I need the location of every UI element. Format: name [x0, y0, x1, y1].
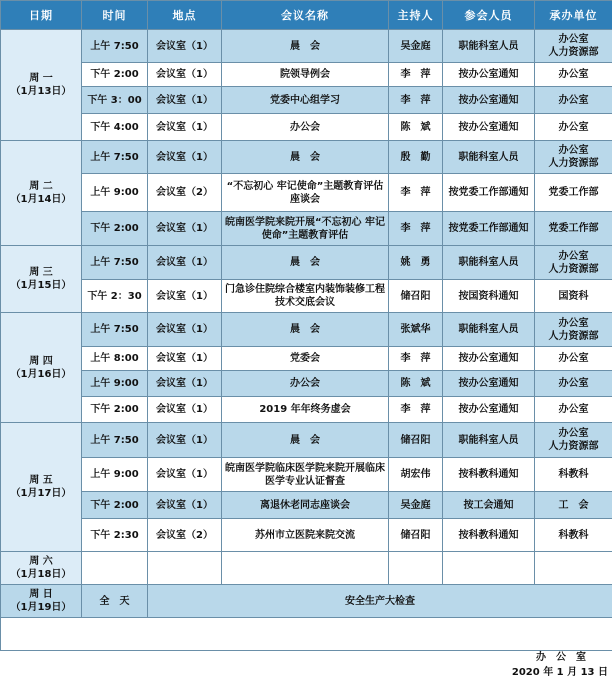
cell-organizer: 办公室: [535, 63, 612, 87]
table-row: [1, 585, 612, 618]
empty-cell: [535, 552, 612, 585]
cell-meeting-name: 办公会: [222, 114, 389, 141]
header-attendees: 参会人员: [443, 1, 535, 30]
cell-time: 下午 3：00: [82, 87, 148, 114]
cell-organizer: 党委工作部: [535, 212, 612, 246]
cell-location: 会议室（1）: [148, 280, 222, 313]
cell-meeting-name: 院领导例会: [222, 63, 389, 87]
cell-meeting-name: 晨 会: [222, 423, 389, 458]
cell-location: 会议室（2）: [148, 174, 222, 212]
cell-host: 储召阳: [389, 280, 443, 313]
day-date: （1月14日）: [3, 193, 79, 206]
cell-time: 上午 9:00: [82, 458, 148, 492]
cell-organizer: 科教科: [535, 458, 612, 492]
cell-attendees: 按工会通知: [443, 492, 535, 519]
cell-attendees: 按办公室通知: [443, 87, 535, 114]
day-cell: [1, 423, 82, 552]
cell-meeting-name: 晨 会: [222, 246, 389, 280]
cell-location: 会议室（1）: [148, 347, 222, 371]
cell-location: 会议室（1）: [148, 30, 222, 63]
cell-attendees: 按办公室通知: [443, 347, 535, 371]
footer-cell: [1, 618, 612, 651]
day-label: 周 四: [3, 355, 79, 368]
cell-time: 上午 7:50: [82, 313, 148, 347]
cell-time: 下午 2:00: [82, 212, 148, 246]
cell-event: 安全生产大检查: [148, 585, 612, 618]
cell-organizer: 办公室 人力资源部: [535, 246, 612, 280]
empty-cell: [389, 552, 443, 585]
footer-date: 2020 年 1 月 13 日: [512, 663, 608, 678]
day-cell: [1, 246, 82, 313]
cell-attendees: 按办公室通知: [443, 63, 535, 87]
day-date: （1月19日）: [3, 601, 79, 614]
cell-organizer: 国资科: [535, 280, 612, 313]
cell-location: 会议室（1）: [148, 114, 222, 141]
table-row: [1, 114, 612, 141]
day-label: 周 六: [3, 555, 79, 568]
cell-location: 会议室（1）: [148, 371, 222, 397]
cell-time: 下午 2：30: [82, 280, 148, 313]
cell-host: 殷 勤: [389, 141, 443, 174]
table-row: [1, 313, 612, 347]
cell-attendees: 按党委工作部通知: [443, 174, 535, 212]
cell-meeting-name: 晨 会: [222, 313, 389, 347]
cell-meeting-name: 门急诊住院综合楼室内装饰装修工程技术交底会议: [222, 280, 389, 313]
day-cell: [1, 141, 82, 246]
day-label: 周 五: [3, 474, 79, 487]
cell-location: 会议室（1）: [148, 492, 222, 519]
table-row: [1, 246, 612, 280]
header-time: 时间: [82, 1, 148, 30]
table-row: [1, 141, 612, 174]
cell-host: 吴金庭: [389, 30, 443, 63]
day-label: 周 二: [3, 180, 79, 193]
cell-time: 下午 2:00: [82, 397, 148, 423]
day-label: 周 一: [3, 72, 79, 85]
cell-location: 会议室（1）: [148, 458, 222, 492]
table-row: [1, 458, 612, 492]
cell-attendees: 按科教科通知: [443, 458, 535, 492]
cell-location: 会议室（1）: [148, 141, 222, 174]
table-row: [1, 87, 612, 114]
day-cell: [1, 552, 82, 585]
table-row: [1, 552, 612, 585]
footer-row: [1, 618, 612, 651]
cell-organizer: 党委工作部: [535, 174, 612, 212]
cell-meeting-name: 苏州市立医院来院交流: [222, 519, 389, 552]
cell-meeting-name: 党委中心组学习: [222, 87, 389, 114]
day-cell: [1, 585, 82, 618]
cell-time: 上午 9:00: [82, 371, 148, 397]
cell-organizer: 办公室 人力资源部: [535, 30, 612, 63]
cell-meeting-name: 党委会: [222, 347, 389, 371]
cell-location: 会议室（1）: [148, 87, 222, 114]
cell-time: 下午 2:00: [82, 492, 148, 519]
cell-location: 会议室（2）: [148, 519, 222, 552]
cell-time: 下午 4:00: [82, 114, 148, 141]
day-date: （1月18日）: [3, 568, 79, 581]
cell-location: 会议室（1）: [148, 63, 222, 87]
table-row: [1, 519, 612, 552]
day-date: （1月15日）: [3, 279, 79, 292]
cell-time: 上午 7:50: [82, 30, 148, 63]
cell-host: 吴金庭: [389, 492, 443, 519]
cell-time: 上午 7:50: [82, 423, 148, 458]
cell-host: 李 萍: [389, 212, 443, 246]
day-cell: [1, 313, 82, 423]
cell-organizer: 办公室: [535, 87, 612, 114]
header-organizer: 承办单位: [535, 1, 612, 30]
cell-location: 会议室（1）: [148, 397, 222, 423]
cell-host: 姚 勇: [389, 246, 443, 280]
day-label: 周 三: [3, 266, 79, 279]
table-row: [1, 30, 612, 63]
header-meeting-name: 会议名称: [222, 1, 389, 30]
day-date: （1月17日）: [3, 487, 79, 500]
cell-attendees: 按办公室通知: [443, 371, 535, 397]
table-row: [1, 397, 612, 423]
header-host: 主持人: [389, 1, 443, 30]
cell-location: 会议室（1）: [148, 246, 222, 280]
header-date: 日期: [1, 1, 82, 30]
table-row: [1, 63, 612, 87]
cell-time: 下午 2:30: [82, 519, 148, 552]
day-cell: [1, 30, 82, 141]
cell-host: 胡宏伟: [389, 458, 443, 492]
cell-meeting-name: 2019 年年终务虚会: [222, 397, 389, 423]
cell-organizer: 办公室 人力资源部: [535, 313, 612, 347]
cell-location: 会议室（1）: [148, 212, 222, 246]
cell-attendees: 职能科室人员: [443, 246, 535, 280]
cell-meeting-name: 办公会: [222, 371, 389, 397]
cell-attendees: 职能科室人员: [443, 141, 535, 174]
cell-organizer: 科教科: [535, 519, 612, 552]
cell-time: 上午 8:00: [82, 347, 148, 371]
cell-host: 李 萍: [389, 87, 443, 114]
cell-host: 李 萍: [389, 63, 443, 87]
cell-host: 张斌华: [389, 313, 443, 347]
cell-meeting-name: 皖南医学院来院开展“不忘初心 牢记使命”主题教育评估: [222, 212, 389, 246]
cell-organizer: 办公室 人力资源部: [535, 141, 612, 174]
cell-meeting-name: “不忘初心 牢记使命”主题教育评估座谈会: [222, 174, 389, 212]
empty-cell: [82, 552, 148, 585]
cell-attendees: 按科教科通知: [443, 519, 535, 552]
cell-host: 李 萍: [389, 347, 443, 371]
cell-organizer: 办公室: [535, 371, 612, 397]
empty-cell: [222, 552, 389, 585]
cell-attendees: 职能科室人员: [443, 313, 535, 347]
cell-attendees: 按办公室通知: [443, 114, 535, 141]
cell-attendees: 按办公室通知: [443, 397, 535, 423]
table-row: [1, 212, 612, 246]
table-row: [1, 174, 612, 212]
table-row: [1, 280, 612, 313]
cell-time: 上午 9:00: [82, 174, 148, 212]
empty-cell: [443, 552, 535, 585]
cell-attendees: 职能科室人员: [443, 30, 535, 63]
cell-attendees: 按党委工作部通知: [443, 212, 535, 246]
cell-time: 下午 2:00: [82, 63, 148, 87]
cell-host: 李 萍: [389, 397, 443, 423]
day-label: 周 日: [3, 588, 79, 601]
cell-host: 储召阳: [389, 519, 443, 552]
cell-organizer: 办公室: [535, 114, 612, 141]
cell-location: 会议室（1）: [148, 313, 222, 347]
cell-time: 上午 7:50: [82, 141, 148, 174]
cell-allday: 全 天: [82, 585, 148, 618]
cell-host: 储召阳: [389, 423, 443, 458]
cell-organizer: 办公室 人力资源部: [535, 423, 612, 458]
table-row: [1, 371, 612, 397]
table-row: [1, 492, 612, 519]
cell-location: 会议室（1）: [148, 423, 222, 458]
table-row: [1, 347, 612, 371]
cell-meeting-name: 离退休老同志座谈会: [222, 492, 389, 519]
cell-host: 陈 斌: [389, 371, 443, 397]
footer-org: 办 公 室: [536, 648, 586, 663]
cell-attendees: 职能科室人员: [443, 423, 535, 458]
cell-meeting-name: 晨 会: [222, 30, 389, 63]
cell-attendees: 按国资科通知: [443, 280, 535, 313]
table-row: [1, 423, 612, 458]
cell-host: 李 萍: [389, 174, 443, 212]
empty-cell: [148, 552, 222, 585]
cell-organizer: 办公室: [535, 397, 612, 423]
cell-host: 陈 斌: [389, 114, 443, 141]
cell-time: 上午 7:50: [82, 246, 148, 280]
day-date: （1月13日）: [3, 85, 79, 98]
day-date: （1月16日）: [3, 368, 79, 381]
header-row: [1, 1, 612, 30]
cell-meeting-name: 皖南医学院临床医学院来院开展临床医学专业认证督查: [222, 458, 389, 492]
cell-organizer: 办公室: [535, 347, 612, 371]
cell-organizer: 工 会: [535, 492, 612, 519]
cell-meeting-name: 晨 会: [222, 141, 389, 174]
header-location: 地点: [148, 1, 222, 30]
